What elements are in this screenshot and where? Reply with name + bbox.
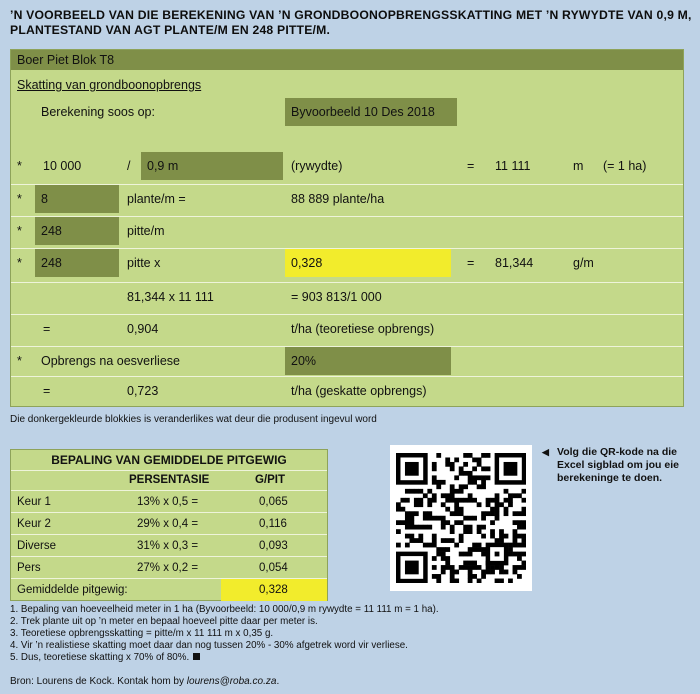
arrow-left-icon: ◀ — [542, 447, 549, 457]
pods-times-label: pitte x — [127, 256, 161, 270]
calc-label: Berekening soos op: — [41, 105, 155, 119]
title-line-2: PLANTESTAND VAN AGT PLANTE/M EN 248 PITTE/M. — [10, 23, 331, 37]
grade-name: Diverse — [17, 540, 56, 552]
theoretical-yield: 0,904 — [127, 322, 159, 336]
source-text: Bron: Lourens de Kock. Kontak hom by — [10, 676, 187, 687]
calc-row-theoretical — [11, 314, 683, 343]
divide-sign: / — [127, 159, 131, 173]
product-expression: 81,344 x 11 111 — [127, 290, 214, 304]
footnotes — [10, 604, 650, 664]
grade-name: Pers — [17, 562, 41, 574]
col-header-g-per-pit: G/PIT — [255, 474, 286, 486]
calc-row-plants — [11, 184, 683, 213]
table-row — [11, 556, 327, 579]
grade-name: Keur 2 — [17, 518, 51, 530]
grade-calc: 27% x 0,2 = — [137, 562, 199, 574]
row-star: * — [17, 256, 22, 270]
estimated-yield: 0,723 — [127, 384, 159, 398]
grade-calc: 29% x 0,4 = — [137, 518, 199, 530]
source-email[interactable]: lourens@roba.co.za — [186, 676, 277, 687]
grams-per-m: 81,344 — [495, 256, 534, 270]
variables-note: Die donkergekleurde blokkies is veranderlikes wat deur die produsent ingevul word — [10, 414, 377, 425]
calc-row-grams — [11, 248, 683, 277]
equals-sign: = — [43, 384, 51, 398]
title-line-1: ’N VOORBEELD VAN DIE BEREKENING VAN ’N GRONDBOONOPBRENGSSKATTING MET ’N RYWYDTE VAN 0,9 M, — [10, 8, 692, 22]
ha-note: (= 1 ha) — [603, 159, 647, 173]
row-width-label: (rywydte) — [291, 159, 343, 173]
article-title — [10, 8, 690, 38]
theoretical-yield-label: t/ha (teoretiese opbrengs) — [291, 322, 435, 336]
product-result: = 903 813/1 000 — [291, 290, 382, 304]
grade-calc: 13% x 0,5 = — [137, 496, 199, 508]
source-end: . — [276, 676, 280, 687]
pit-table-title: BEPALING VAN GEMIDDELDE PITGEWIG — [11, 450, 327, 471]
table-row — [11, 512, 327, 535]
calc-row-pods — [11, 216, 683, 245]
qr-code-image — [396, 453, 526, 583]
row-width-value: 0,9 m — [147, 159, 179, 173]
grade-value: 0,054 — [259, 562, 288, 574]
qr-code[interactable] — [390, 445, 532, 591]
grade-name: Keur 1 — [17, 496, 51, 508]
footnote-item: 3. Teoretiese opbrengsskatting = pitte/m x 11 111 m x 0,35 g. — [10, 628, 274, 639]
avg-pit-weight-row — [11, 578, 327, 601]
row-star: * — [17, 224, 22, 238]
qr-instruction-text: Volg die QR-kode na die Excel sigblad om jou eie berekeninge te doen. — [557, 446, 679, 484]
plants-per-ha: 88 889 plante/ha — [291, 192, 385, 206]
footnote-item: 2. Trek plante uit op ’n meter en bepaal hoeveel pitte daar per meter is. — [10, 616, 318, 627]
calc-date-value: Byvoorbeeld 10 Des 2018 — [291, 105, 435, 119]
pods-value: 248 — [41, 256, 62, 270]
avg-pit-weight-label: Gemiddelde pitgewig: — [17, 584, 128, 596]
calc-row-losses — [11, 346, 683, 375]
grade-value: 0,093 — [259, 540, 288, 552]
pit-weight-table — [10, 449, 328, 601]
col-header-percentage: PERSENTASIE — [129, 474, 210, 486]
panel-header-text: Boer Piet Blok T8 — [17, 53, 115, 67]
grade-calc: 31% x 0,3 = — [137, 540, 199, 552]
meters-per-ha: 11 111 — [495, 159, 531, 173]
plants-per-m-value: 8 — [41, 192, 48, 206]
grade-value: 0,116 — [259, 518, 287, 530]
calc-row-estimated — [11, 376, 683, 405]
equals-sign: = — [467, 256, 475, 270]
footnote-item-last — [10, 652, 650, 664]
calc-row-product — [11, 282, 683, 311]
losses-label: Opbrengs na oesverliese — [41, 354, 180, 368]
equals-sign: = — [43, 322, 51, 336]
estimated-yield-label: t/ha (geskatte opbrengs) — [291, 384, 427, 398]
area-value: 10 000 — [43, 159, 82, 173]
footnote-text: 5. Dus, teoretiese skatting x 70% of 80%. — [10, 652, 190, 663]
calculation-panel — [10, 49, 684, 407]
meter-unit: m — [573, 159, 584, 173]
grade-value: 0,065 — [259, 496, 288, 508]
calc-date-row — [11, 98, 683, 126]
table-row — [11, 534, 327, 557]
row-star: * — [17, 159, 22, 173]
table-row — [11, 490, 327, 513]
panel-subtitle: Skatting van grondboonopbrengs — [17, 78, 202, 92]
calc-row-rowwidth — [11, 152, 683, 180]
pods-per-m-label: pitte/m — [127, 224, 165, 238]
footnote-item: 1. Bepaling van hoeveelheid meter in 1 ha (Byvoorbeeld: 10 000/0,9 m rywydte = 11 111 m = 1 ha). — [10, 604, 439, 615]
avg-pit-weight-result: 0,328 — [259, 584, 288, 596]
equals-sign: = — [467, 159, 475, 173]
pods-per-m-value: 248 — [41, 224, 62, 238]
plants-per-m-label: plante/m = — [127, 192, 186, 206]
row-star: * — [17, 354, 22, 368]
panel-header — [11, 50, 683, 70]
end-square-icon — [193, 653, 200, 660]
grams-unit: g/m — [573, 256, 594, 270]
footnote-item: 4. Vir ’n realistiese skatting moet daar dan nog tussen 20% - 30% afgetrek word vir verliese. — [10, 640, 408, 651]
row-star: * — [17, 192, 22, 206]
losses-value: 20% — [291, 354, 317, 368]
source-line — [10, 676, 279, 687]
avg-pit-weight-value: 0,328 — [291, 256, 323, 270]
